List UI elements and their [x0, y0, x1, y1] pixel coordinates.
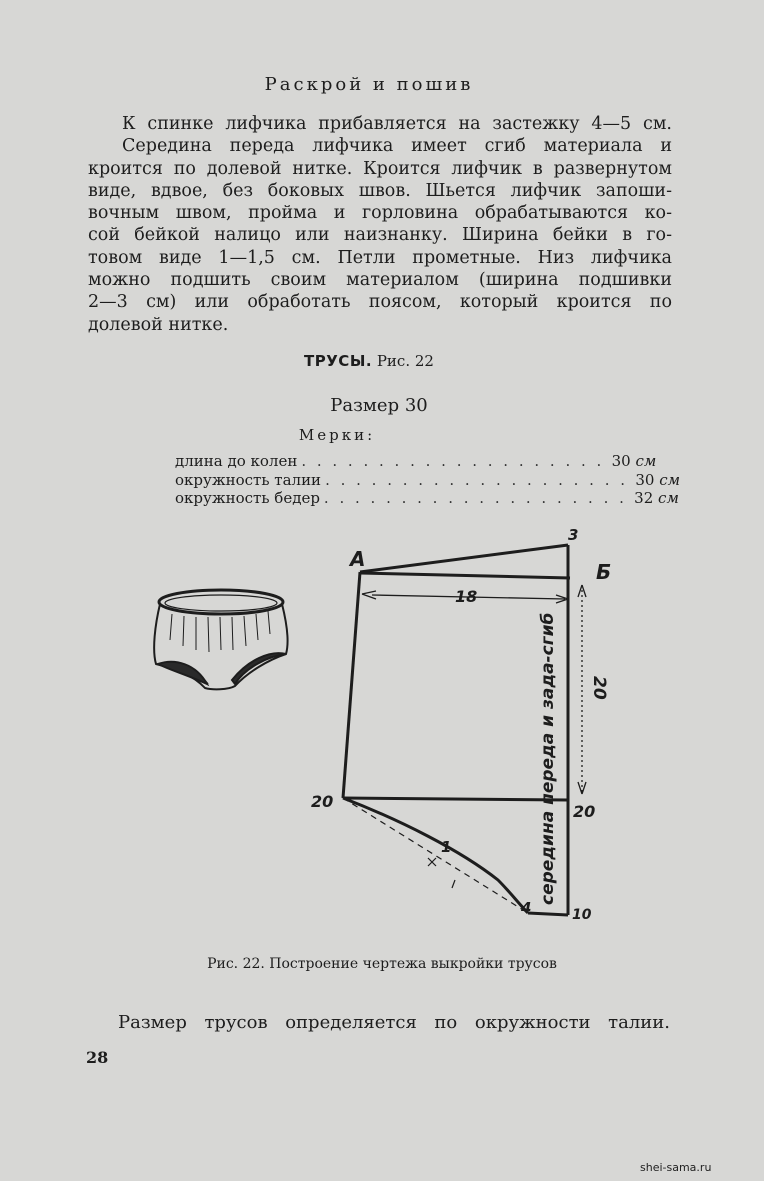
closing-line: Размер трусов определяется по окружности талии.	[118, 1012, 670, 1033]
dot-leader: . . . . . . . . . . . . . . . . . . . .	[301, 452, 605, 470]
right-20-label: 20	[573, 802, 596, 821]
page-number: 28	[86, 1048, 109, 1067]
body-line: сой бейкой налицо или наизнанку. Ширина бейки в го-	[88, 225, 672, 246]
body-line: 2—3 см) или обработать поясом, который кроится по	[88, 292, 672, 313]
section-title: ТРУСЫ.	[304, 352, 373, 370]
measure-value: 30 см	[611, 452, 657, 470]
body-line: К спинке лифчика прибавляется на застежку 4—5 см.	[122, 114, 672, 134]
leg-curve	[343, 798, 528, 913]
fold-label: середина переда и зада-сгиб	[538, 612, 558, 905]
section-figure-ref: Рис. 22	[376, 352, 434, 370]
body-line: вочным швом, пройма и горловина обрабатываются ко-	[88, 203, 672, 224]
body-line: Середина переда лифчика имеет сгиб материала и	[122, 136, 672, 157]
point-4-label: 4	[521, 899, 532, 917]
body-line: кроится по долевой нитке. Кроится лифчик в развернутом	[88, 158, 672, 179]
left-20-label: 20	[311, 792, 334, 811]
height-label: 20	[589, 676, 609, 700]
dot-leader: . . . . . . . . . . . . . . . . . . . .	[325, 470, 629, 489]
waist-line	[360, 545, 568, 572]
side-seam-line	[343, 572, 360, 798]
measure-label: окружность бедер	[175, 489, 320, 507]
point-a-label: А	[350, 547, 366, 571]
measure-value: 30 см	[635, 470, 681, 489]
dot-leader: . . . . . . . . . . . . . . . . . . . .	[323, 489, 627, 507]
running-head: Раскрой и пошив	[264, 74, 474, 95]
width-label: 18	[455, 587, 478, 606]
measure-label: длина до колен	[175, 452, 298, 470]
body-line: долевой нитке.	[88, 314, 229, 335]
body-line: товом виде 1—1,5 см. Петли прометные. Низ лифчика	[88, 247, 672, 268]
size-heading: Размер 30	[330, 395, 428, 416]
measures-heading: Мерки:	[298, 426, 376, 444]
point-1-label: 1	[441, 838, 452, 856]
figure-caption: Рис. 22. Построение чертежа выкройки трусов	[207, 956, 557, 972]
point-3-label: 3	[568, 526, 579, 544]
measure-label: окружность талии	[175, 470, 322, 489]
measure-value: 32 см	[634, 489, 679, 507]
briefs-illustration	[154, 590, 288, 689]
point-b-label: Б	[596, 560, 612, 584]
body-line: виде, вдвое, без боковых швов. Шьется лифчик запоши-	[88, 180, 672, 201]
body-line: можно подшить своим материалом (ширина подшивки	[88, 270, 672, 291]
point-10-label: 10	[572, 907, 592, 923]
watermark: shei-sama.ru	[640, 1161, 712, 1174]
